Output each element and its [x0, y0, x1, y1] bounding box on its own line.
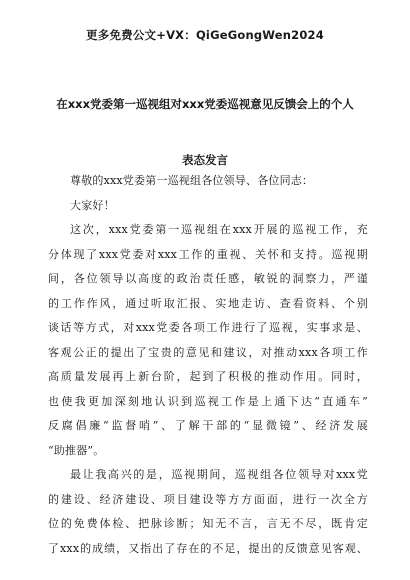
document-title-line-2: 表态发言 [182, 153, 228, 167]
promo-header: 更多免费公文+VX：QiGeGongWen2024 [86, 28, 324, 42]
greeting: 大家好！ [70, 198, 115, 212]
paragraph-line: 的工作作风，通过听取汇报、实地走访、查看资料、个别 [48, 296, 368, 310]
paragraph-line: 间，各位领导以高度的政治责任感，敏锐的洞察力，严谨 [48, 272, 368, 285]
paragraph-line: 最让我高兴的是，巡视期间，巡视组各位领导对xxx党 [70, 468, 368, 481]
paragraph-line: 这次，xxx党委第一巡视组在xxx开展的巡视工作，充 [70, 223, 368, 236]
paragraph-line: “助推器”。 [48, 443, 105, 457]
paragraph-line: 反腐倡廉“监督哨”、了解干部的“显微镜”、经济发展 [48, 419, 368, 432]
paragraph-line: 分体现了xxx党委对xxx工作的重视、关怀和支持。巡视期 [48, 247, 368, 261]
paragraph-2 [48, 463, 368, 561]
paragraph-line: 也使我更加深刻地认识到巡视工作是上通下达“直通车” [48, 394, 368, 408]
paragraph-line: 谈话等方式，对xxx党委各项工作进行了巡视，实事求是、 [48, 321, 368, 334]
paragraph-line: 的建设、经济建设、项目建设等方方面面，进行一次全方 [48, 492, 368, 506]
document-title-line-1: 在xxx党委第一巡视组对xxx党委巡视意见反馈会上的个人 [56, 97, 354, 111]
paragraph-line: 高质量发展再上新台阶，起到了积极的推动作用。同时， [48, 370, 368, 383]
paragraph-line: 了xxx的成绩，又指出了存在的不足，提出的反馈意见客观、 [48, 541, 368, 555]
paragraph-line: 客观公正的提出了宝贵的意见和建议，对推动xxx各项工作 [48, 345, 368, 359]
paragraph-1 [48, 218, 368, 463]
document-body [48, 169, 368, 561]
salutation: 尊敬的xxx党委第一巡视组各位领导、各位同志： [70, 174, 314, 187]
paragraph-line: 位的免费体检、把脉诊断；知无不言，言无不尽，既肯定 [48, 517, 368, 530]
